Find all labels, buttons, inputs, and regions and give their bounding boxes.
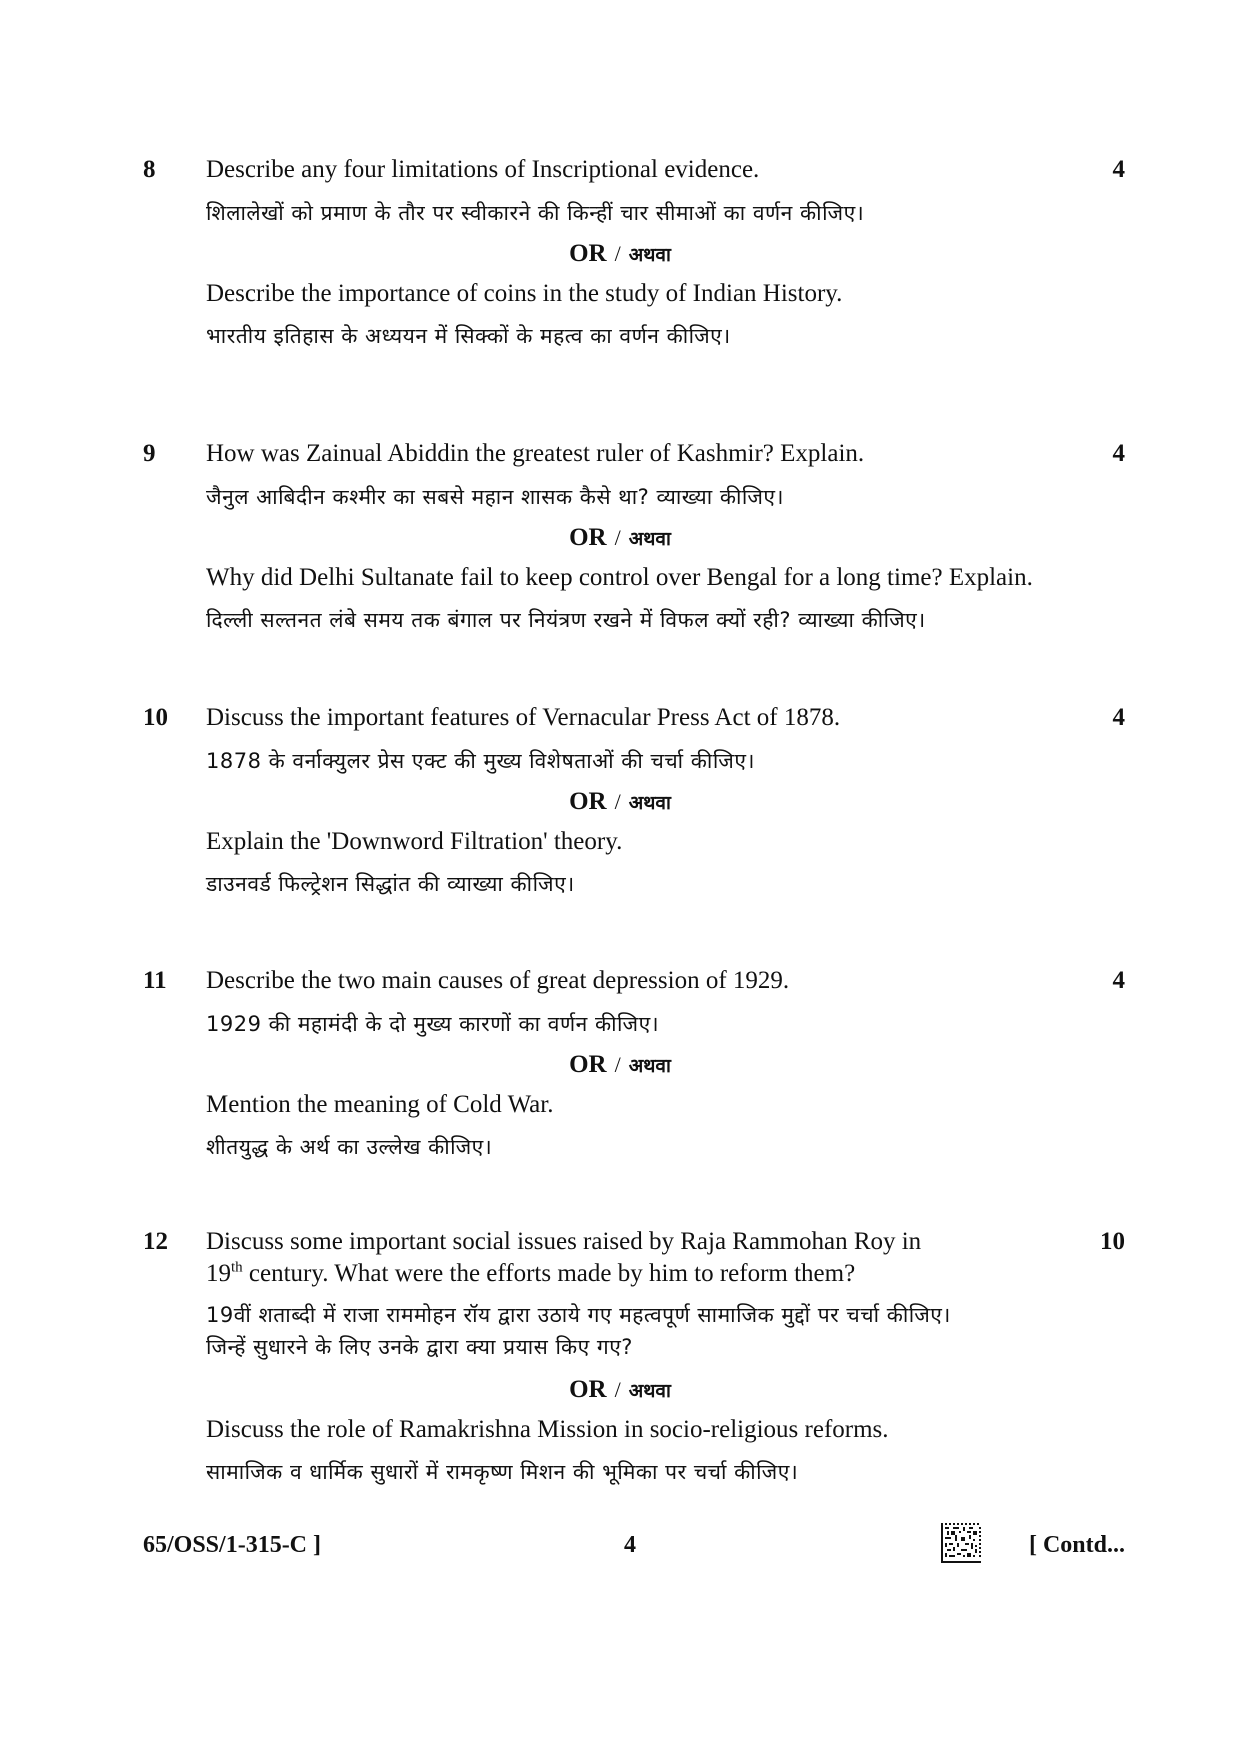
- question-text-hi: 1878 के वर्नाक्युलर प्रेस एक्ट की मुख्य विशेषताओं की चर्चा कीजिए।: [206, 749, 755, 773]
- or-label-en: OR: [569, 1376, 607, 1403]
- century-number: 19: [206, 1260, 231, 1287]
- or-divider: [0, 521, 1240, 556]
- alternative-text-hi: सामाजिक व धार्मिक सुधारों में रामकृष्ण मिशन की भूमिका पर चर्चा कीजिए।: [206, 1460, 799, 1484]
- alternative-text-hi: शीतयुद्ध के अर्थ का उल्लेख कीजिए।: [206, 1135, 493, 1159]
- question-marks: 4: [1112, 704, 1125, 731]
- question-marks: 4: [1112, 440, 1125, 467]
- page-footer: [0, 1528, 1240, 1568]
- question-marks: 10: [1100, 1228, 1125, 1255]
- paper-code: 65/OSS/1-315-C ]: [143, 1532, 322, 1558]
- or-label-en: OR: [569, 1051, 607, 1078]
- or-label-hi: अथवा: [628, 528, 671, 550]
- alternative-text-en: Describe the importance of coins in the study of Indian History.: [206, 280, 843, 307]
- question-text-hi-line-1: 19वीं शताब्दी में राजा राममोहन रॉय द्वारा उठाये गए महत्वपूर्ण सामाजिक मुद्दों पर चर्चा कीजिए।: [206, 1303, 951, 1327]
- continued-label: [ Contd...: [1028, 1532, 1125, 1558]
- question-text-en-line-2: [206, 1257, 1066, 1291]
- alternative-text-en: Explain the 'Downword Filtration' theory.: [206, 828, 623, 855]
- question-text-en: How was Zainual Abiddin the greatest ruler of Kashmir? Explain.: [206, 440, 865, 467]
- question-number: 8: [143, 156, 156, 183]
- question-text-en-line-1: Discuss some important social issues raised by Raja Rammohan Roy in: [206, 1228, 922, 1255]
- alternative-text-hi: डाउनवर्ड फिल्ट्रेशन सिद्धांत की व्याख्या कीजिए।: [206, 872, 575, 896]
- or-divider: [0, 237, 1240, 272]
- alternative-text-en: Why did Delhi Sultanate fail to keep control over Bengal for a long time? Explain.: [206, 564, 1033, 591]
- alternative-text-en: Discuss the role of Ramakrishna Mission in socio-religious reforms.: [206, 1416, 889, 1443]
- question-text-hi-line-2: जिन्हें सुधारने के लिए उनके द्वारा क्या प्रयास किए गए?: [206, 1335, 633, 1359]
- or-label-hi: अथवा: [628, 244, 671, 266]
- question-number: 10: [143, 704, 168, 731]
- or-separator: /: [614, 241, 621, 266]
- or-separator: /: [614, 525, 621, 550]
- or-separator: /: [614, 789, 621, 814]
- or-label-hi: अथवा: [628, 792, 671, 814]
- or-label-en: OR: [569, 788, 607, 815]
- or-label-en: OR: [569, 524, 607, 551]
- question-text-en: Discuss the important features of Vernacular Press Act of 1878.: [206, 704, 841, 731]
- question-marks: 4: [1112, 967, 1125, 994]
- question-number: 12: [143, 1228, 168, 1255]
- alternative-text-hi: भारतीय इतिहास के अध्ययन में सिक्कों के महत्व का वर्णन कीजिए।: [206, 324, 731, 348]
- question-text-hi: 1929 की महामंदी के दो मुख्य कारणों का वर्णन कीजिए।: [206, 1012, 660, 1036]
- or-divider: [0, 785, 1240, 820]
- question-marks: 4: [1112, 156, 1125, 183]
- alternative-text-en: Mention the meaning of Cold War.: [206, 1091, 554, 1118]
- or-label-hi: अथवा: [628, 1380, 671, 1402]
- or-label-hi: अथवा: [628, 1055, 671, 1077]
- alternative-text-hi: दिल्ली सल्तनत लंबे समय तक बंगाल पर नियंत्रण रखने में विफल क्यों रही? व्याख्या कीजिए।: [206, 608, 926, 632]
- or-separator: /: [614, 1052, 621, 1077]
- datamatrix-code-icon: [941, 1523, 981, 1563]
- question-number: 9: [143, 440, 156, 467]
- question-text-en-line-2-rest: century. What were the efforts made by him to reform them?: [242, 1260, 856, 1287]
- question-text-hi: शिलालेखों को प्रमाण के तौर पर स्वीकारने की किन्हीं चार सीमाओं का वर्णन कीजिए।: [206, 201, 865, 225]
- or-divider: [0, 1048, 1240, 1083]
- ordinal-suffix: th: [231, 1259, 243, 1276]
- question-text-en: Describe the two main causes of great depression of 1929.: [206, 967, 790, 994]
- or-divider: [0, 1373, 1240, 1408]
- question-text-hi: जैनुल आबिदीन कश्मीर का सबसे महान शासक कैसे था? व्याख्या कीजिए।: [206, 485, 784, 509]
- page-number: 4: [624, 1532, 636, 1558]
- question-text-en: Describe any four limitations of Inscriptional evidence.: [206, 156, 760, 183]
- question-number: 11: [143, 967, 167, 994]
- or-label-en: OR: [569, 240, 607, 267]
- or-separator: /: [614, 1377, 621, 1402]
